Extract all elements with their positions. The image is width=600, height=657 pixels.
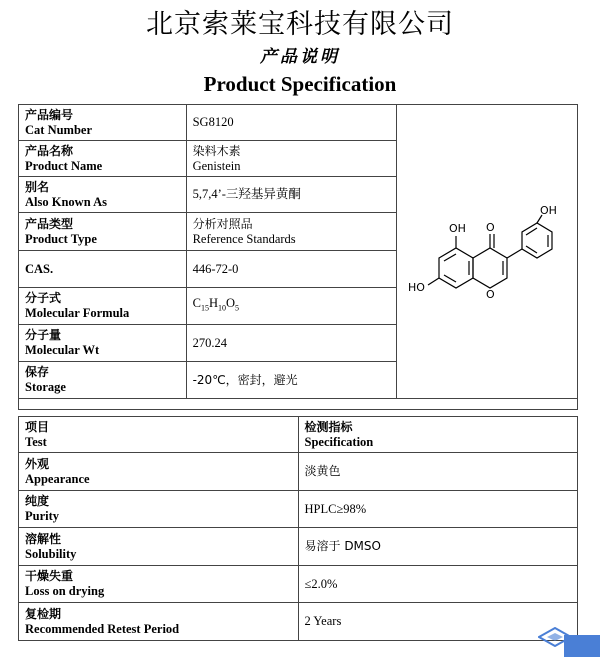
spec-header-cell (298, 417, 578, 453)
label-en: Product Type (25, 231, 97, 246)
purity-value: HPLC≥98% (304, 501, 367, 516)
label-en: Recommended Retest Period (25, 621, 180, 636)
label-en: Purity (25, 509, 60, 523)
label-cell (19, 213, 187, 251)
cn-doc-title: 产品说明 (260, 47, 340, 67)
value-cell (186, 105, 396, 141)
value-cell (186, 288, 396, 325)
label-cell (19, 453, 299, 491)
spec-header-en: Specification (304, 434, 374, 449)
value-cell (298, 453, 578, 491)
label-cn: 分子量 (25, 328, 62, 342)
spec-row-purity (19, 491, 578, 528)
en-doc-title: Product Specification (203, 72, 397, 96)
test-header-cell (19, 417, 299, 453)
label-cell (19, 362, 187, 399)
label-cn: 溶解性 (25, 531, 62, 546)
structure-cell (396, 105, 577, 399)
solubility-value: 易溶于 DMSO (304, 539, 381, 553)
table-spacer-row (19, 399, 578, 410)
label-cn: 外观 (25, 456, 50, 471)
ring-o-label: O (485, 287, 495, 301)
label-en: Molecular Formula (25, 306, 130, 320)
value-cell (298, 566, 578, 603)
label-cn: 分子式 (25, 291, 62, 305)
label-en: Cat Number (25, 122, 93, 137)
label-en: Appearance (25, 471, 90, 486)
label-en: Also Known As (25, 194, 107, 209)
label-cn: 产品类型 (25, 216, 74, 231)
loss-on-drying-value: ≤2.0% (304, 576, 338, 591)
value-cell (186, 141, 396, 177)
label-cell (19, 251, 187, 288)
product-type-cn: 分析对照品 (192, 216, 253, 231)
appearance-value: 淡黄色 (304, 464, 341, 478)
product-name-en: Genistein (192, 158, 241, 173)
spec-row-solubility (19, 528, 578, 566)
product-name-cn: 染料木素 (192, 143, 241, 158)
label-en: Product Name (25, 158, 103, 173)
label-cell (19, 325, 187, 362)
label-cn: 产品名称 (25, 143, 74, 158)
label-cell (19, 491, 299, 528)
spec-row-appearance (19, 453, 578, 491)
value-cell (298, 528, 578, 566)
label-en: Solubility (25, 546, 77, 561)
row-cat-number (19, 105, 578, 141)
molecular-formula-value: $C_{15}H_{10}O_5$ (192, 296, 239, 313)
value-cell (298, 603, 578, 641)
label-en: Molecular Wt (25, 343, 100, 357)
specification-table (18, 416, 578, 641)
value-cell (186, 177, 396, 213)
genistein-structure-diagram (402, 170, 572, 330)
spec-header-row (19, 417, 578, 453)
value-cell (186, 213, 396, 251)
label-cell (19, 177, 187, 213)
value-cell (298, 491, 578, 528)
molecular-wt-value: 270.24 (192, 335, 227, 350)
watermark-logo-bar (564, 635, 600, 657)
label-cell (19, 288, 187, 325)
label-cell (19, 603, 299, 641)
value-cell (186, 325, 396, 362)
spec-row-loss-on-drying (19, 566, 578, 603)
label-cn: 纯度 (25, 494, 50, 508)
label-cn: 保存 (25, 365, 50, 379)
label-en: Storage (25, 380, 66, 394)
company-name: 北京索莱宝科技有限公司 (146, 9, 454, 40)
spec-row-retest-period (19, 603, 578, 641)
test-header-en: Test (25, 434, 47, 449)
oh-label-right: OH (539, 203, 557, 217)
label-cell (19, 528, 299, 566)
label-cell (19, 566, 299, 603)
label-cn: 干燥失重 (25, 569, 74, 583)
spec-header-cn: 检测指标 (304, 419, 353, 434)
label-cell (19, 141, 187, 177)
label-cell (19, 105, 187, 141)
oh-label-top: OH (448, 221, 466, 235)
retest-period-value: 2 Years (304, 614, 342, 628)
value-cell (186, 362, 396, 399)
cas-value: 446-72-0 (192, 261, 239, 276)
ho-label-left: HO (407, 280, 425, 294)
product-info-table (18, 104, 578, 410)
product-type-en: Reference Standards (192, 231, 296, 246)
cat-number-value: SG8120 (192, 115, 234, 129)
label-en: Loss on drying (25, 584, 105, 598)
storage-value: -20℃，密封，避光 (192, 372, 298, 387)
label-cn: 复检期 (25, 606, 62, 621)
alias-value: 5,7,4’-三羟基异黄酮 (192, 187, 301, 201)
label-cn: 别名 (25, 179, 50, 194)
label-cn: 产品编号 (25, 107, 74, 122)
value-cell (186, 251, 396, 288)
o-ketone-label: O (485, 220, 495, 234)
label-en: CAS. (25, 261, 54, 276)
test-header-cn: 项目 (25, 419, 50, 434)
